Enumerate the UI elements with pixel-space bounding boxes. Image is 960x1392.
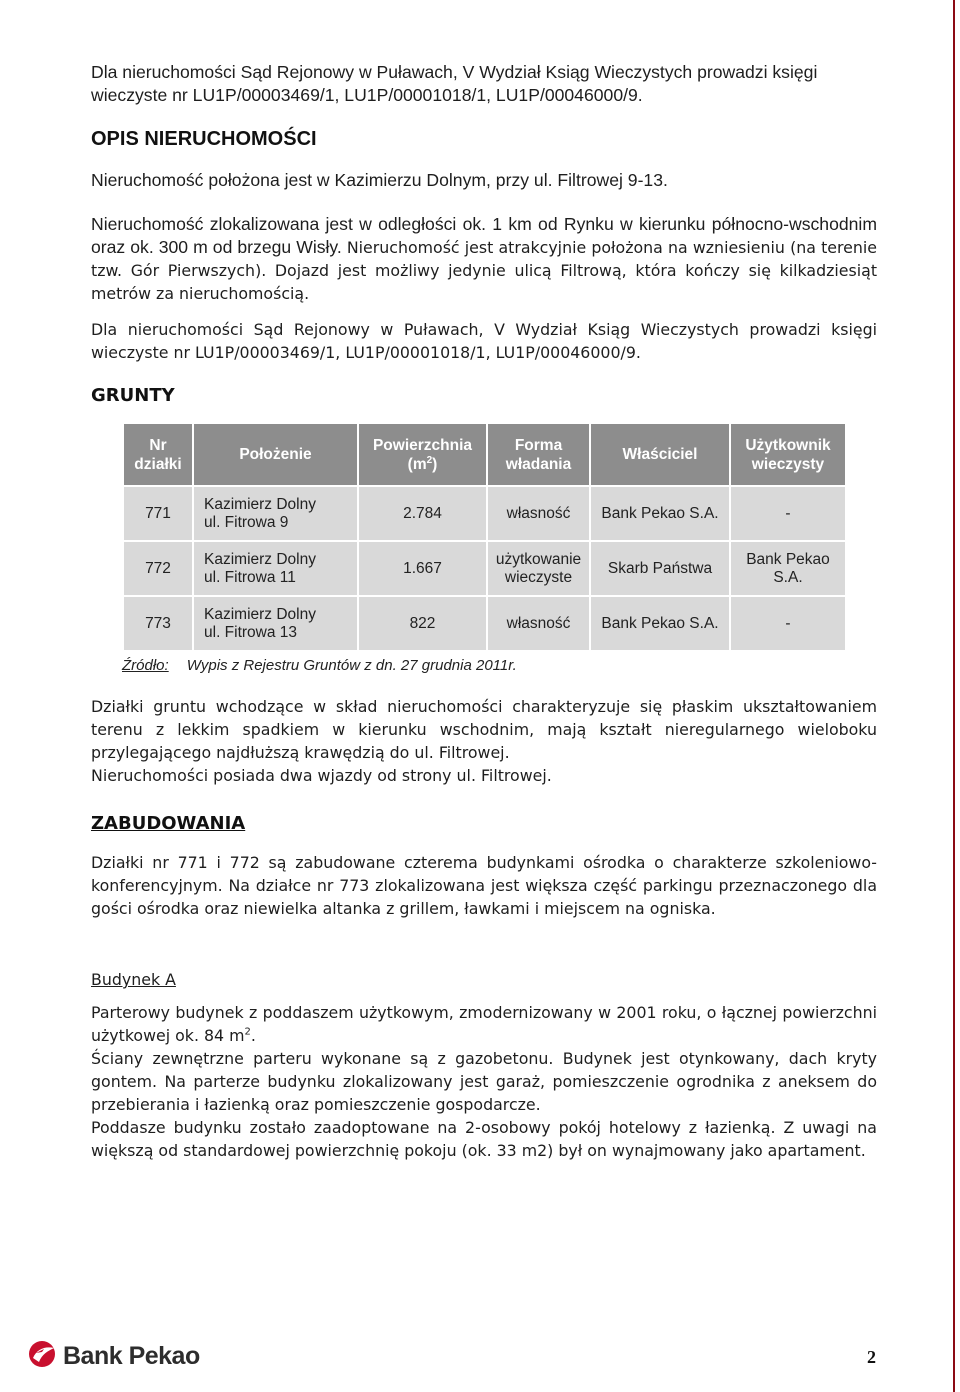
opis-location-paragraph: Nieruchomość położona jest w Kazimierzu Dolnym, przy ul. Filtrowej 9-13. <box>91 170 668 190</box>
cell-forma: własność <box>488 597 589 650</box>
col-header-wlasciciel: Właściciel <box>591 424 729 485</box>
intro-paragraph: Dla nieruchomości Sąd Rejonowy w Puławach, V Wydział Ksiąg Wieczystych prowadzi księgi wieczyste nr LU1P/00003469/1, LU1P/00001018/1, LU1P/00046000/9. <box>91 62 818 105</box>
cell-powierzchnia: 1.667 <box>359 542 486 595</box>
opis-heading: OPIS NIERUCHOMOŚCI <box>91 128 317 150</box>
budynek-a-attic: Poddasze budynku zostało zaadoptowane na 2-osobowy pokój hotelowy z łazienką. <box>91 1118 776 1137</box>
cell-nr: 772 <box>124 542 192 595</box>
col-header-uzytkownik: Użytkownik wieczysty <box>731 424 845 485</box>
zabudowania-heading: ZABUDOWANIA <box>91 813 246 834</box>
col-header-nr: Nr działki <box>124 424 192 485</box>
table-row <box>124 487 845 540</box>
table-row <box>124 542 845 595</box>
col-header-forma: Forma władania <box>488 424 589 485</box>
parcels-table <box>122 422 847 652</box>
cell-polozenie: Kazimierz Dolny ul. Fitrowa 11 <box>194 542 357 595</box>
cell-uzytkownik: Bank Pekao S.A. <box>731 542 845 595</box>
table-row <box>124 597 845 650</box>
logo-text: Bank Pekao <box>63 1341 200 1370</box>
cell-powierzchnia: 822 <box>359 597 486 650</box>
col-header-polozenie: Położenie <box>194 424 357 485</box>
budynek-a-description <box>91 1001 877 1162</box>
bank-pekao-logo <box>27 1338 200 1374</box>
zabudowania-paragraph <box>91 851 877 920</box>
cell-wlasciciel: Bank Pekao S.A. <box>591 597 729 650</box>
budynek-a-ground-floor: Na parterze budynku zlokalizowany jest garaż, pomieszczenie ogrodnika z aneksem do przebierania i łazienką oraz pomieszczenie gospodarcze. <box>91 1072 877 1114</box>
page-number: 2 <box>867 1347 876 1367</box>
cell-forma: użytkowanie wieczyste <box>488 542 589 595</box>
grunty-description-paragraph <box>91 695 877 787</box>
source-text: Wypis z Rejestru Gruntów z dn. 27 grudnia 2011r. <box>186 657 517 674</box>
budynek-a-apartment: Z uwagi na większą od standardowej powierzchnię pokoju (ok. 33 m2) był on wynajmowany jako apartament. <box>91 1118 877 1160</box>
zabudowania-text-parking: Na działce nr 773 zlokalizowana jest większa część parkingu przeznaczonego dla gości ośrodka oraz niewielka altanka z grillem, ławkami i miejscem na ogniska. <box>91 876 877 918</box>
zabudowania-text-buildings: Działki nr 771 i 772 są zabudowane czterema budynkami ośrodka o charakterze szkoleniowo-konferencyjnym. <box>91 853 877 895</box>
source-label: Źródło: <box>122 657 169 674</box>
parcels-table-figure <box>122 422 845 652</box>
cell-polozenie: Kazimierz Dolny ul. Fitrowa 9 <box>194 487 357 540</box>
table-header-row <box>124 424 845 485</box>
cell-polozenie: Kazimierz Dolny ul. Fitrowa 13 <box>194 597 357 650</box>
cell-uzytkownik: - <box>731 487 845 540</box>
grunty-text-access: Nieruchomości posiada dwa wjazdy od strony ul. Filtrowej. <box>91 766 552 785</box>
cell-wlasciciel: Skarb Państwa <box>591 542 729 595</box>
opis-registry-paragraph: Dla nieruchomości Sąd Rejonowy w Puławach, V Wydział Ksiąg Wieczystych prowadzi księgi wieczyste nr LU1P/00003469/1, LU1P/00001018/1, LU1P/00046000/9. <box>91 320 877 362</box>
opis-text-attractive: Nieruchomość jest atrakcyjnie położona na wzniesieniu (na terenie tzw. Gór Pierwszych). <box>91 238 877 280</box>
grunty-heading: GRUNTY <box>91 385 175 406</box>
cell-powierzchnia: 2.784 <box>359 487 486 540</box>
opis-text-distance: Nieruchomość zlokalizowana jest w odległości ok. 1 km od Rynku w kierunku północno-wschodnim oraz ok. 300 m od brzegu Wisły. <box>91 214 877 257</box>
table-source-note <box>122 657 517 674</box>
cell-nr: 773 <box>124 597 192 650</box>
cell-wlasciciel: Bank Pekao S.A. <box>591 487 729 540</box>
budynek-a-walls: Ściany zewnętrzne parteru wykonane są z gazobetonu. <box>91 1049 554 1068</box>
budynek-a-roof: Budynek jest otynkowany, dach kryty gontem. <box>91 1049 877 1091</box>
page-right-border <box>953 0 955 1392</box>
opis-text-access: Dojazd jest możliwy jedynie ulicą Filtrową, która kończy się kilkadziesiąt metrów za nieruchomością. <box>91 261 878 303</box>
budynek-a-title: Budynek A <box>91 970 176 989</box>
grunty-text-terrain: Działki gruntu wchodzące w skład nieruchomości charakteryzuje się płaskim ukształtowaniem terenu z lekkim spadkiem w kierunku wschodnim, mają kształt nieregularnego wieloboku przylegającego najdłuższą krawędzią do ul. Filtrowej. <box>91 697 877 762</box>
cell-nr: 771 <box>124 487 192 540</box>
cell-forma: własność <box>488 487 589 540</box>
pekao-bison-icon <box>27 1339 59 1373</box>
budynek-a-area: Parterowy budynek z poddaszem użytkowym, zmodernizowany w 2001 roku, o łącznej powierzchni użytkowej ok. 84 $m^2$. <box>91 1003 877 1045</box>
cell-uzytkownik: - <box>731 597 845 650</box>
col-header-powierzchnia: Powierzchnia $(m^2)$ <box>359 424 486 485</box>
opis-description-paragraph <box>91 213 877 305</box>
